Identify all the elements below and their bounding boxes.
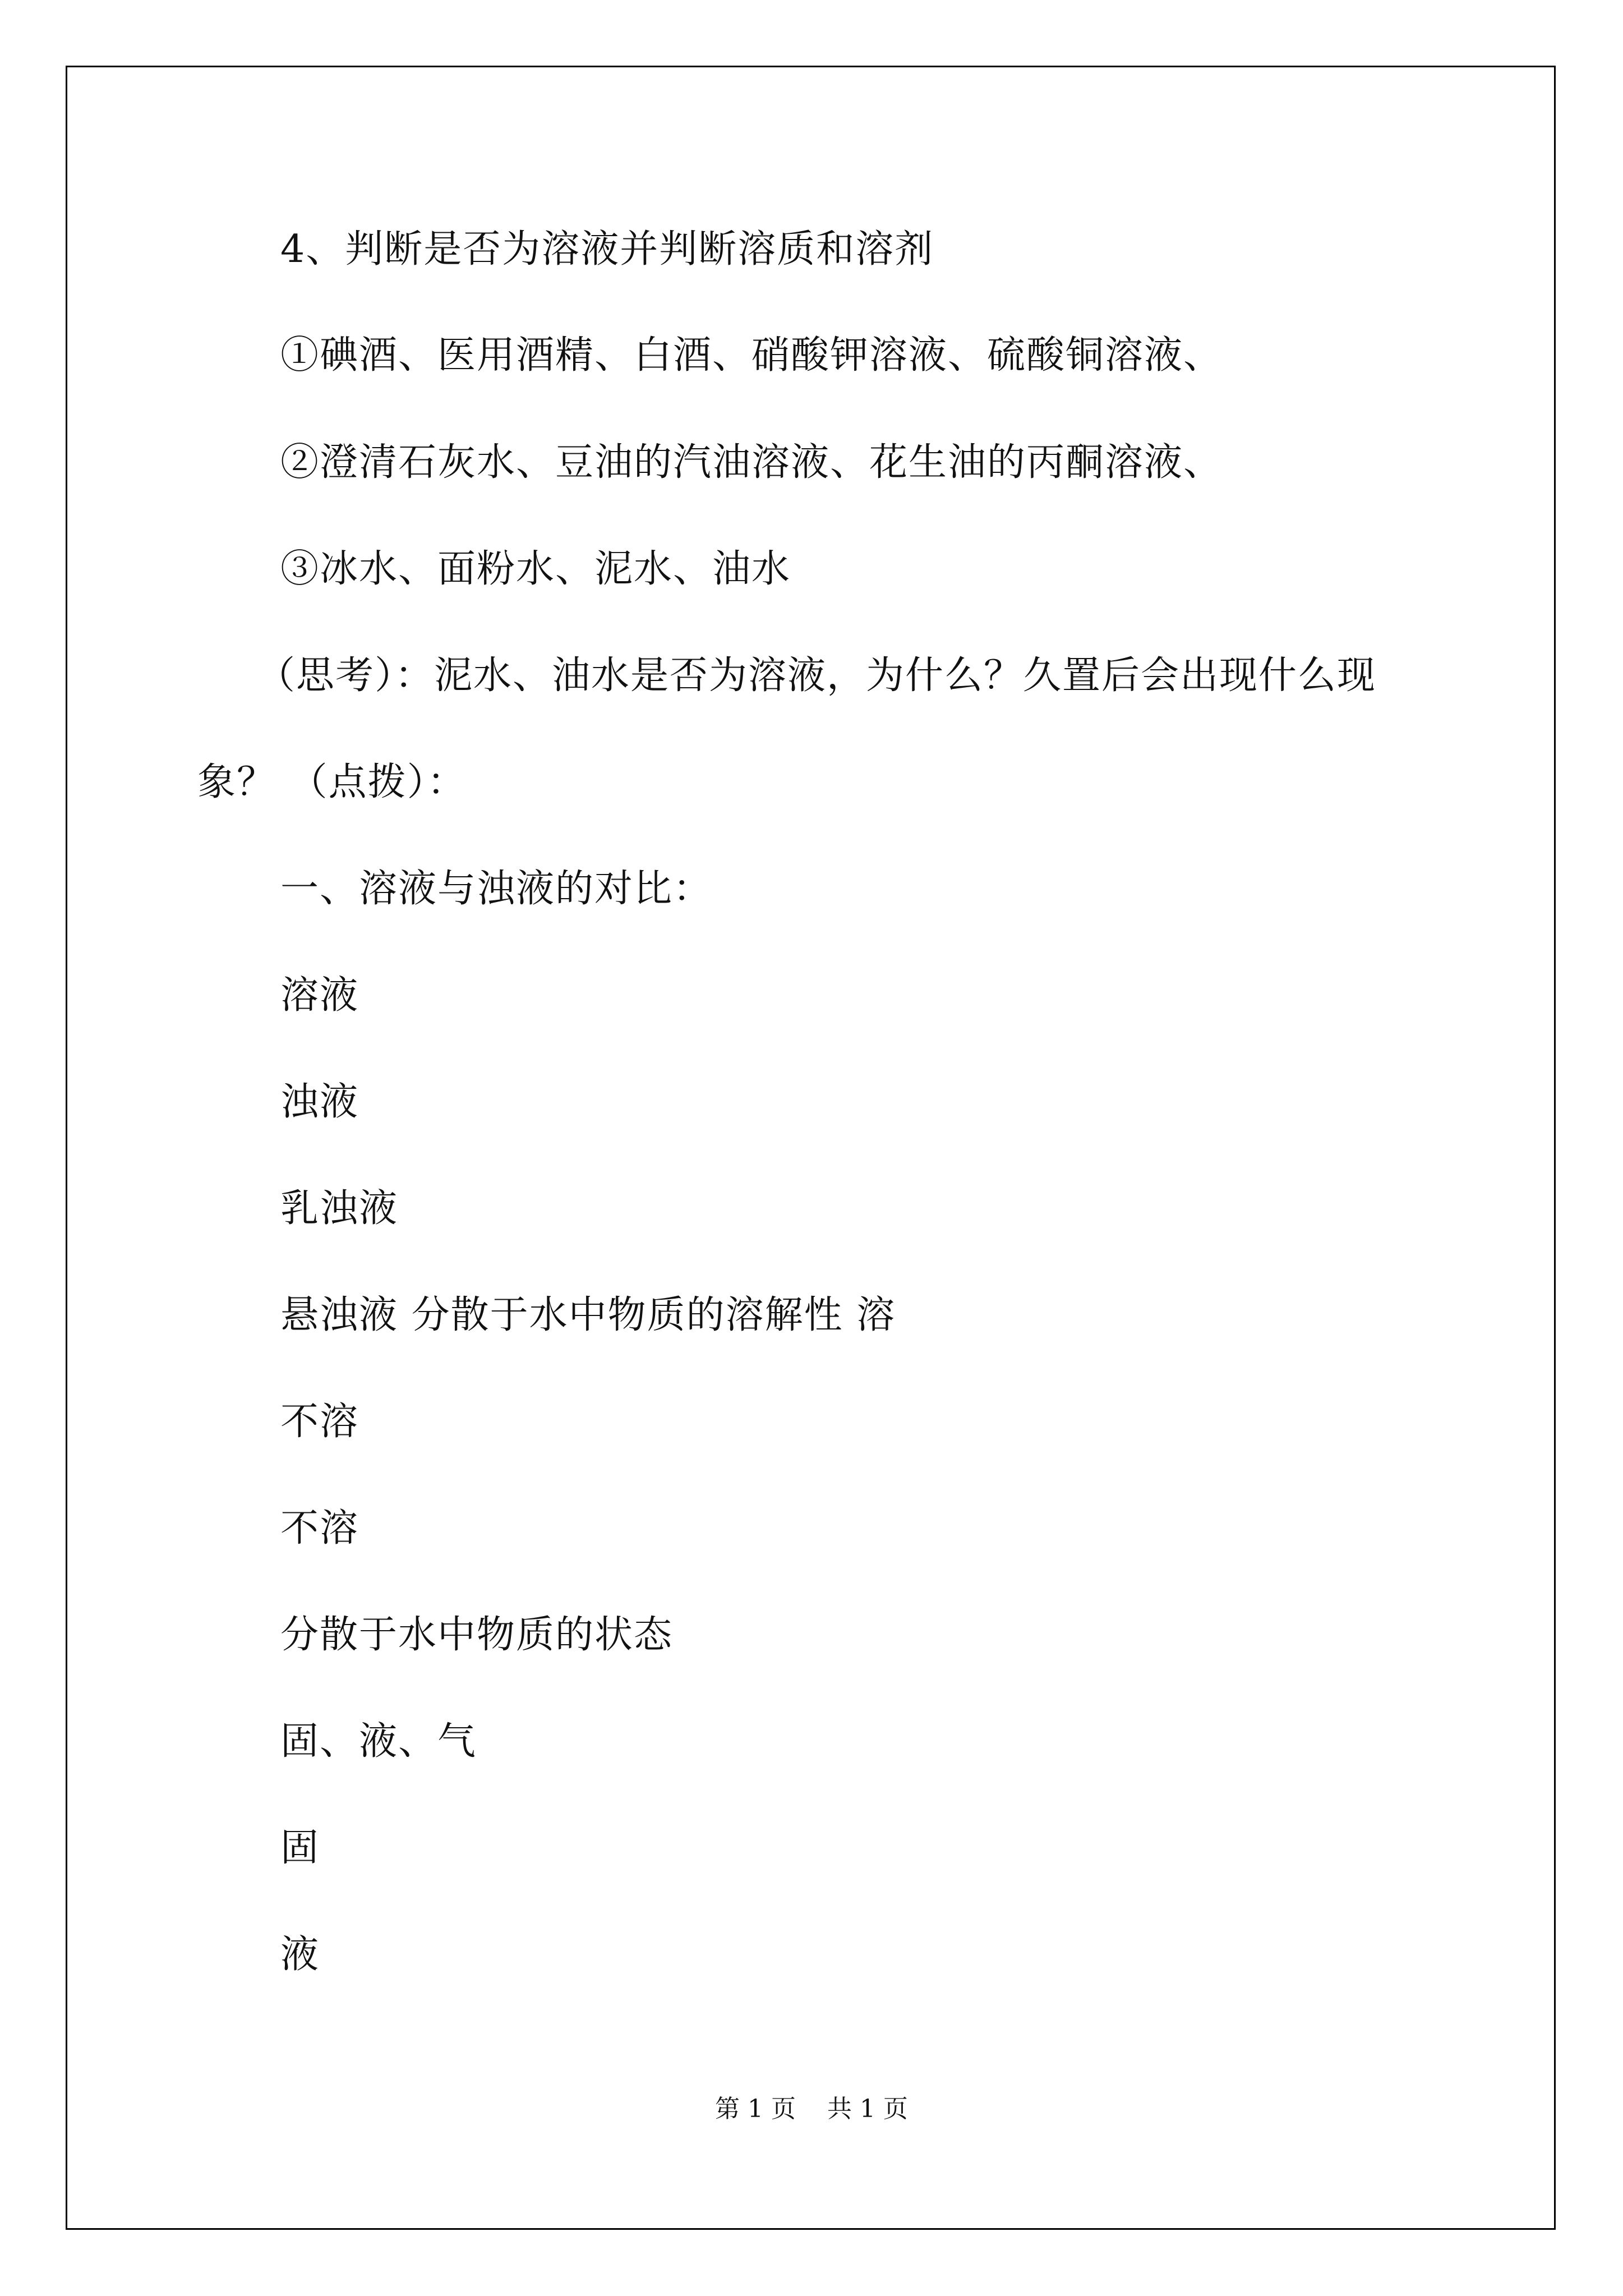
text-line-insoluble-1: 不溶 xyxy=(280,1400,359,1444)
text-line-suspension: 悬浊液 分散于水中物质的溶解性 溶 xyxy=(280,1293,896,1337)
text-line-insoluble-2: 不溶 xyxy=(280,1506,359,1550)
text-line-state: 分散于水中物质的状态 xyxy=(280,1613,674,1657)
text-line-item-1: ①碘酒、医用酒精、白酒、硝酸钾溶液、硫酸铜溶液、 xyxy=(280,333,1223,378)
text-line-solid: 固 xyxy=(280,1826,320,1870)
text-line-solution: 溶液 xyxy=(280,973,359,1018)
text-line-liquid: 液 xyxy=(280,1932,320,1977)
text-line-question-4: 4、判断是否为溶液并判断溶质和溶剂 xyxy=(280,227,934,272)
text-line-emulsion: 乳浊液 xyxy=(280,1186,399,1231)
section-heading: 一、溶液与浊液的对比： xyxy=(280,867,713,911)
page-border xyxy=(66,66,1556,2230)
text-line-states: 固、液、气 xyxy=(280,1719,477,1764)
text-line-turbid: 浊液 xyxy=(280,1080,359,1124)
text-line-think: （思考）：泥水、油水是否为溶液，为什么？久置后会出现什么现 xyxy=(257,654,1377,698)
page-footer: 第 1 页 共 1 页 xyxy=(715,2095,908,2123)
text-line-think-continued: 象？ （点拨）： xyxy=(197,760,467,804)
text-line-item-2: ②澄清石灰水、豆油的汽油溶液、花生油的丙酮溶液、 xyxy=(280,440,1223,485)
text-line-item-3: ③冰水、面粉水、泥水、油水 xyxy=(280,547,791,591)
